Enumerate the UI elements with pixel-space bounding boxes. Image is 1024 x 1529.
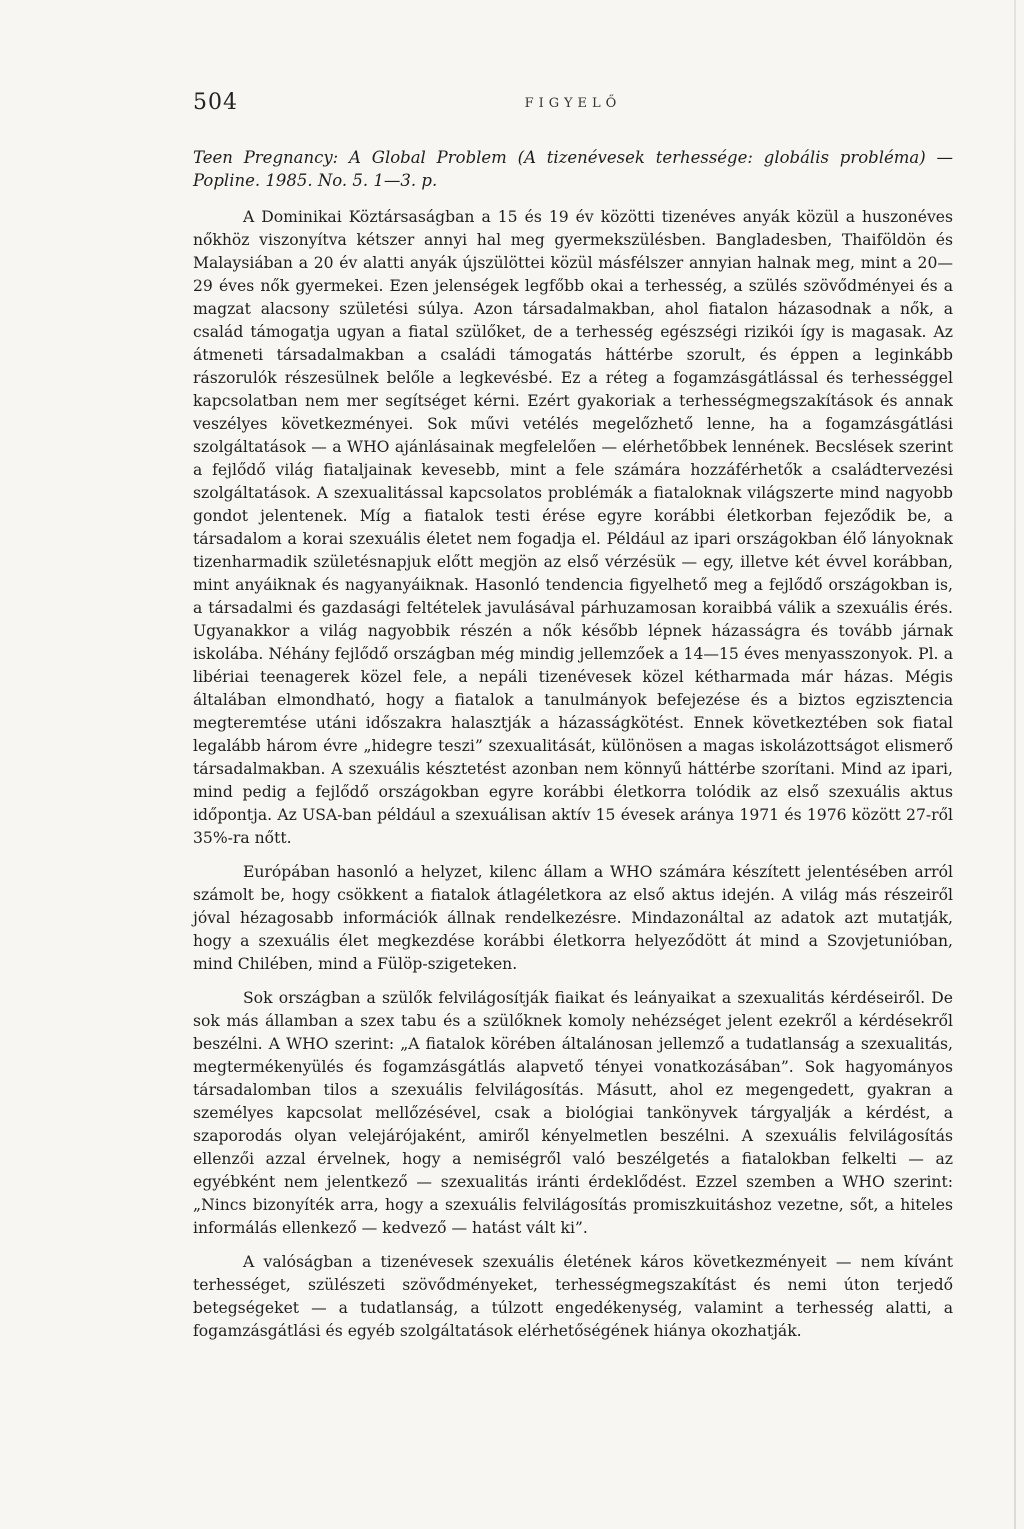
article-citation: Teen Pregnancy: A Global Problem (A tizenévesek terhessége: globális probléma) — Popline. 1985. No. 5. 1—3. p. xyxy=(193,148,953,190)
paragraph-3: Sok országban a szülők felvilágosítják fiaikat és leányaikat a szexualitás kérdéseiről. De sok más államban a szex tabu és a szülőknek komoly nehézséget jelent ezekről a kérdésekről beszélni. A WHO szerint: „A fiatalok körében általánosan jellemző a tudatlanság a szexualitás, megtermékenyülés és fogamzásgátlás alapvető tényei vonatkozásában”. Sok hagyományos társadalomban tilos a szexuális felvilágosítás. Másutt, ahol ez megengedett, gyakran a személyes kapcsolat mellőzésével, csak a biológiai tankönyvek tárgyalják a kérdést, a szaporodás olyan velejárójaként, amiről kényelmetlen beszélni. A szexuális felvilágosítás ellenzői azzal érvelnek, hogy a nemiségről való beszélgetés a fiatalokban felkelti — az egyébként nem jelentkező — szexualitás iránti érdeklődést. Ezzel szemben a WHO szerint: „Nincs bizonyíték arra, hogy a szexuális felvilágosítás promiszkuitáshoz vezetne, sőt, a hiteles informálás ellenkező — kedvező — hatást vált ki”. xyxy=(193,989,953,1237)
paragraph-1: A Dominikai Köztársaságban a 15 és 19 év közötti tizenéves anyák közül a huszonéves nőkhöz viszonyítva kétszer annyi hal meg gyermekszülésben. Bangladesben, Thaiföldön és Malaysiában a 20 év alatti anyák újszülöttei közül másfélszer annyian halnak meg, mint a 20—29 éves nők gyermekei. Ezen jelenségek legfőbb okai a terhesség, a szülés szövődményei és a magzat alacsony születési súlya. Azon társadalmakban, ahol fiatalon házasodnak a nők, a család támogatja ugyan a fiatal szülőket, de a terhesség egészségi rizikói így is magasak. Az átmeneti társadalmakban a családi támogatás háttérbe szorult, és éppen a leginkább rászorulók részesülnek belőle a legkevésbé. Ez a réteg a fogamzásgátlással és terhességgel kapcsolatban nem mer segítséget kérni. Ezért gyakoriak a terhességmegszakítások és annak veszélyes következményei. Sok művi vetélés megelőzhető lenne, ha a fogamzásgátlási szolgáltatások — a WHO ajánlásainak megfelelően — elérhetőbbek lennének. Becslések szerint a fejlődő világ fiataljainak kevesebb, mint a fele számára hozzáférhetők a családtervezési szolgáltatások. A szexualitással kapcsolatos problémák a fiataloknak világszerte mind nagyobb gondot jelentenek. Míg a fiatalok testi érése egyre korábbi életkorban fejeződik be, a társadalom a korai szexuális életet nem fogadja el. Például az ipari országokban élő lányoknak tizenharmadik születésnapjuk előtt megjön az első vérzésük — egy, illetve két évvel korábban, mint anyáiknak és nagyanyáiknak. Hasonló tendencia figyelhető meg a fejlődő országokban is, a társadalmi és gazdasági feltételek javulásával párhuzamosan koraibbá válik a szexuális érés. Ugyanakkor a világ nagyobbik részén a nők később lépnek házasságra és tovább járnak iskolába. Néhány fejlődő országban még mindig jellemzőek a 14—15 éves menyasszonyok. Pl. a libériai teenagerek közel fele, a nepáli tizenévesek közel kétharmada már házas. Mégis általában elmondható, hogy a fiatalok a tanulmányok befejezése és a biztos egzisztencia megteremtése utáni időszakra halasztják a házasságkötést. Ennek következtében sok fiatal legalább három évre „hidegre teszi” szexualitását, különösen a magas iskolázottságot elismerő társadalmakban. A szexuális késztetést azonban nem könnyű háttérbe szorítani. Mind az ipari, mind pedig a fejlődő országokban egyre korábbi életkorra tolódik az első szexuális aktus időpontja. Az USA-ban például a szexuálisan aktív 15 évesek aránya 1971 és 1976 között 27-ről 35%-ra nőtt. xyxy=(193,208,953,847)
page-header xyxy=(193,90,953,118)
paragraph-4: A valóságban a tizenévesek szexuális életének káros következményeit — nem kívánt terhességet, szülészeti szövődményeket, terhességmegszakítást és nemi úton terjedő betegségeket — a tudatlanság, a túlzott engedékenység, valamint a terhesség alatti, a fogamzásgátlási és egyéb szolgáltatások elérhetőségének hiánya okozhatják. xyxy=(193,1253,953,1340)
scan-edge-line xyxy=(1014,0,1016,1529)
article-body xyxy=(193,146,953,1354)
paragraph-2: Európában hasonló a helyzet, kilenc állam a WHO számára készített jelentésében arról számolt be, hogy csökkent a fiatalok átlagéletkora az első aktus idején. A világ más részeiről jóval hézagosabb információk állnak rendelkezésre. Mindazonáltal az adatok azt mutatják, hogy a szexuális élet megkezdése korábbi életkorra helyeződött át mind a Szovjetunióban, mind Chilében, mind a Fülöp-szigeteken. xyxy=(193,863,953,973)
running-title: FIGYELŐ xyxy=(524,96,622,111)
page-number: 504 xyxy=(193,90,238,115)
